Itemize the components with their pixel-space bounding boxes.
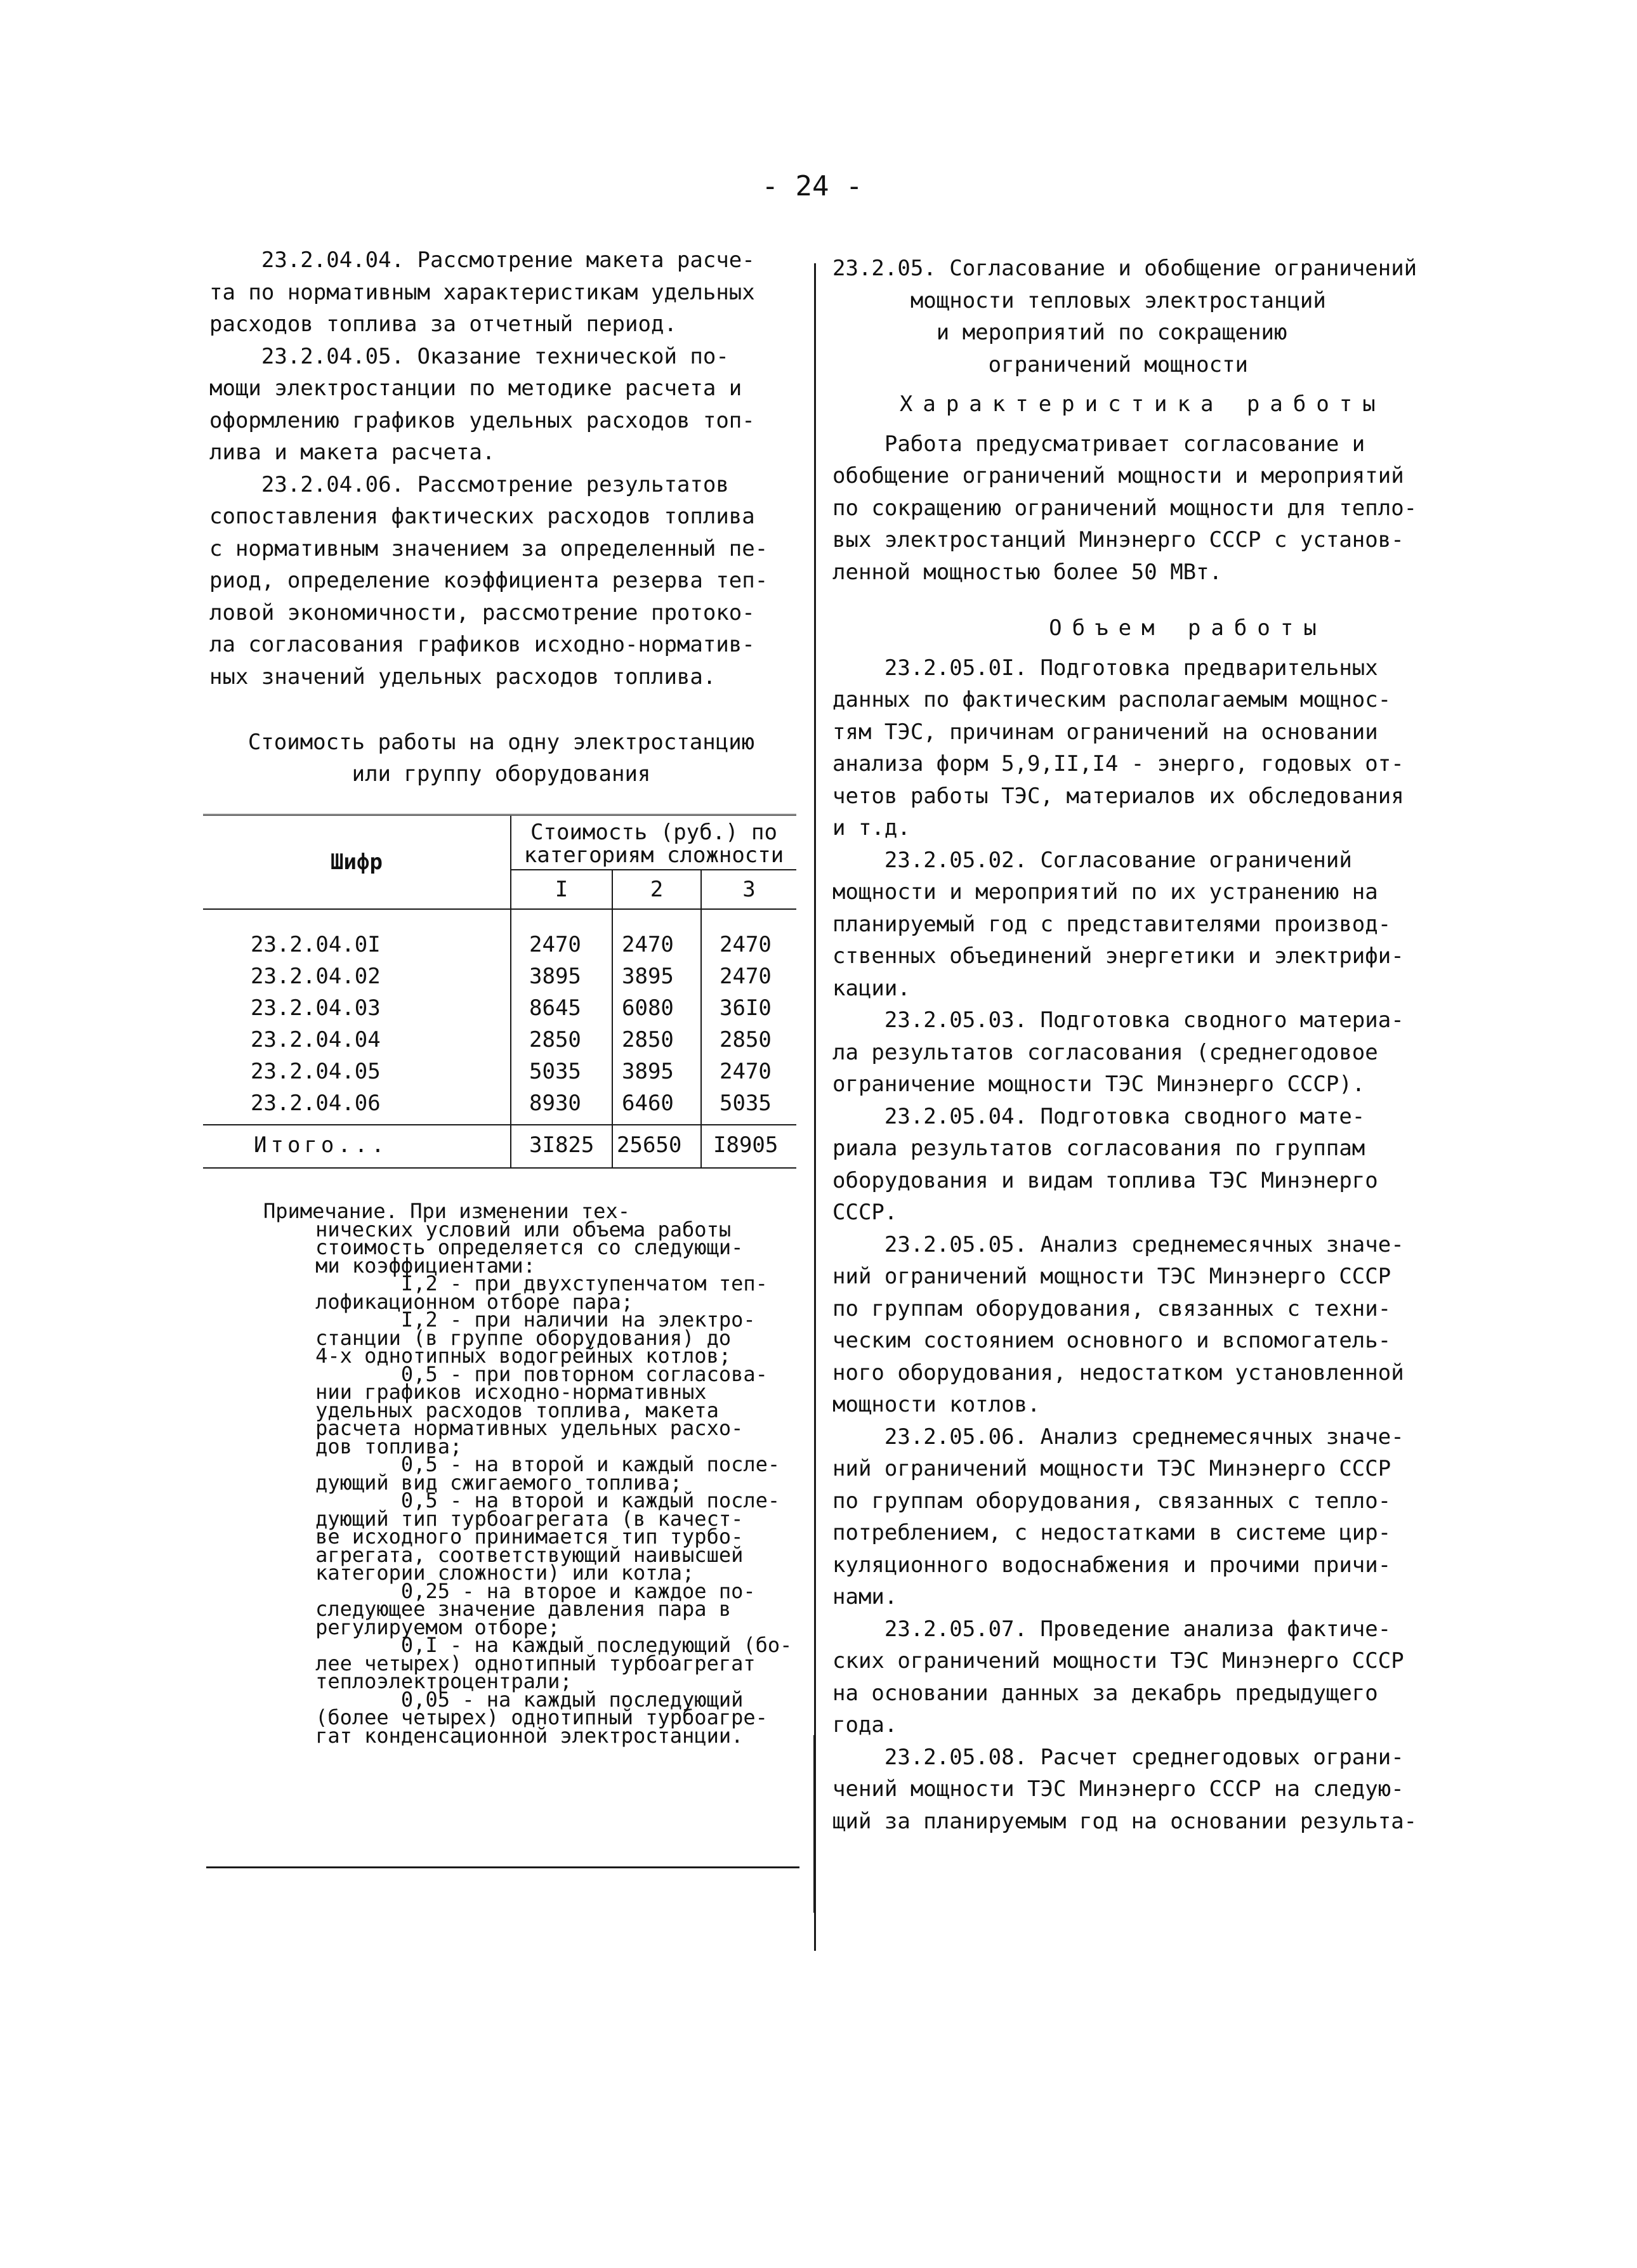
text-line: нами.: [832, 1584, 898, 1609]
text-line: тям ТЭС, причинам ограничений на основании: [832, 719, 1378, 745]
text-line: по группам оборудования, связанных с тепло-: [832, 1488, 1391, 1514]
text-line: мощности котлов.: [832, 1392, 1041, 1417]
cost-header-line: Стоимость (руб.) по: [530, 820, 777, 845]
category-1-header: I: [511, 870, 612, 909]
note-line: следующее значение давления пара в: [266, 1597, 732, 1621]
table-note: [263, 1199, 803, 1748]
text-line: куляционного водоснабжения и прочими причи-: [832, 1552, 1391, 1578]
text-line: 23.2.05.04. Подготовка сводного мате-: [832, 1103, 1365, 1129]
subheading-characteristics: Характеристика работы: [807, 391, 1386, 417]
cost-table: [203, 814, 796, 1169]
row-code: 23.2.04.05: [203, 1056, 511, 1087]
note-line: I,2 - при двухступенчатом теп-: [266, 1271, 768, 1295]
total-cost-1: 3I825: [511, 1125, 612, 1168]
section-title-line: и мероприятий по сокращению: [832, 320, 1287, 345]
text-line: щий за планируемым год на основании результа-: [832, 1808, 1417, 1834]
note-line: дующий вид сжигаемого топлива;: [266, 1470, 683, 1495]
page-number: - 24 -: [761, 170, 863, 202]
text-line: оборудования и видам топлива ТЭС Минэнерго: [832, 1167, 1378, 1193]
note-line: 0,25 - на второе и каждое по-: [266, 1578, 756, 1603]
spacer: [832, 588, 1438, 612]
text-line: ловой экономичности, рассмотрение протоко-: [209, 600, 755, 626]
text-line: анализа форм 5,9,II,I4 - энерго, годовых от-: [832, 751, 1404, 777]
text-line: риод, определение коэффициента резерва теп-: [209, 568, 768, 593]
note-line: расчета нормативных удельных расхо-: [266, 1416, 744, 1440]
text-line: ленной мощностью более 50 МВт.: [832, 559, 1223, 585]
row-cost-2: 3895: [612, 1056, 701, 1087]
spacer: [832, 421, 1438, 428]
text-line: лива и макета расчета.: [209, 440, 496, 465]
text-line: ного оборудования, недостатком установленной: [832, 1360, 1404, 1386]
table-row: [203, 1024, 796, 1056]
code-header: Шифр: [203, 815, 511, 910]
row-cost-3: 2470: [720, 964, 772, 989]
text-line: та по нормативным характеристикам удельных: [209, 279, 755, 305]
text-line: четов работы ТЭС, материалов их обследования: [832, 783, 1404, 809]
note-line: гат конденсационной электростанции.: [266, 1723, 744, 1748]
spacer: [832, 645, 1438, 652]
column-divider: [814, 263, 816, 1951]
note-line: 0,5 - на второй и каждый после-: [266, 1452, 780, 1476]
text-line: Работа предусматривает согласование и: [832, 431, 1365, 457]
text-line: кации.: [832, 975, 911, 1001]
note-line: нии графиков исходно-нормативных: [266, 1380, 707, 1404]
row-cost-3: 2470: [720, 1059, 772, 1084]
category-2-header: 2: [612, 870, 701, 909]
note-line: (более четырех) однотипный турбоагре-: [266, 1705, 768, 1729]
text-line: 23.2.04.04. Рассмотрение макета расче-: [209, 247, 755, 273]
note-line: удельных расходов топлива, макета: [266, 1398, 719, 1422]
text-line: сопоставления фактических расходов топлива: [209, 504, 755, 529]
note-line: 0,5 - на второй и каждый после-: [266, 1488, 780, 1512]
text-line: мощности и мероприятий по их устранению на: [832, 879, 1378, 905]
text-line: ний ограничений мощности ТЭС Минэнерго СССР: [832, 1456, 1391, 1481]
row-cost-3: 36I0: [720, 995, 772, 1021]
note-line: нических условий или объема работы: [266, 1217, 732, 1242]
text-line: мощи электростанции по методике расчета и: [209, 376, 742, 401]
row-cost-3: 2850: [720, 1027, 772, 1052]
text-line: риала результатов согласования по группам: [832, 1136, 1365, 1161]
text-line: потреблением, с недостатками в системе цир-: [832, 1520, 1391, 1545]
note-line: ми коэффициентами:: [266, 1253, 536, 1278]
total-cost-2: 25650: [612, 1125, 701, 1168]
text-line: 23.2.04.05. Оказание технической по-: [209, 343, 729, 369]
section-title-line: ограничений мощности: [832, 351, 1249, 377]
cost-header: [511, 815, 796, 870]
note-line: станции (в группе оборудования) до: [266, 1325, 732, 1350]
table-total-row: [203, 1125, 796, 1168]
row-code: 23.2.04.0I: [203, 909, 511, 960]
text-line: 23.2.05.0I. Подготовка предварительных: [832, 655, 1378, 681]
text-line: 23.2.05.06. Анализ среднемесячных значе-: [832, 1424, 1404, 1450]
text-line: ных значений удельных расходов топлива.: [209, 664, 716, 690]
caption-line: или группу оборудования: [352, 761, 651, 787]
note-heading: Примечание. При изменении тех-: [263, 1199, 630, 1223]
text-line: оформлению графиков удельных расходов топ-: [209, 407, 755, 433]
table-row: [203, 960, 796, 992]
note-line: ве исходного принимается тип турбо-: [266, 1524, 744, 1549]
text-line: чений мощности ТЭС Минэнерго СССР на следую-: [832, 1776, 1404, 1802]
text-line: обобщение ограничений мощности и мероприятий: [832, 463, 1404, 488]
note-line: дующий тип турбоагрегата (в качест-: [266, 1506, 744, 1531]
row-code: 23.2.04.03: [203, 992, 511, 1024]
category-3-header: 3: [742, 877, 756, 902]
text-line: расходов топлива за отчетный период.: [209, 311, 677, 337]
row-code: 23.2.04.04: [203, 1024, 511, 1056]
bottom-rule: [206, 1866, 799, 1868]
text-line: ских ограничений мощности ТЭС Минэнерго СССР: [832, 1648, 1404, 1674]
total-label: Итого...: [203, 1125, 511, 1168]
text-line: года.: [832, 1712, 898, 1738]
note-line: 4-х однотипных водогрейных котлов;: [266, 1344, 732, 1368]
row-cost-1: 2470: [511, 909, 612, 960]
text-line: 23.2.05.08. Расчет среднегодовых ограни-: [832, 1744, 1404, 1770]
table-row: [203, 909, 796, 960]
row-code: 23.2.04.02: [203, 960, 511, 992]
note-line: 0,5 - при повторном согласова-: [266, 1361, 768, 1386]
note-line: агрегата, соответствующий наивысшей: [266, 1542, 744, 1567]
note-line: 0,05 - на каждый последующий: [266, 1687, 744, 1712]
row-cost-2: 2470: [612, 909, 701, 960]
left-column-text: [209, 244, 793, 693]
text-line: данных по фактическим располагаемым мощнос-: [832, 687, 1391, 712]
note-line: дов топлива;: [266, 1434, 463, 1458]
text-line: ограничение мощности ТЭС Минэнерго СССР).: [832, 1072, 1365, 1097]
row-cost-2: 2850: [612, 1024, 701, 1056]
row-cost-2: 6460: [612, 1087, 701, 1125]
text-line: ла результатов согласования (среднегодовое: [832, 1039, 1378, 1065]
text-line: 23.2.05.03. Подготовка сводного материа-: [832, 1007, 1404, 1033]
text-line: 23.2.05.05. Анализ среднемесячных значе-: [832, 1231, 1404, 1257]
table-row: [203, 1087, 796, 1125]
text-line: 23.2.04.06. Рассмотрение результатов: [209, 471, 729, 497]
text-line: 23.2.05.07. Проведение анализа фактиче-: [832, 1616, 1391, 1642]
right-column-text: [794, 252, 1438, 1837]
table-row: [203, 1056, 796, 1087]
note-line: 0,I - на каждый последующий (бо-: [266, 1633, 792, 1657]
text-line: по группам оборудования, связанных с техни-: [832, 1295, 1391, 1321]
note-line: регулируемом отборе;: [266, 1615, 560, 1639]
text-line: вых электростанций Минэнерго СССР с установ-: [832, 527, 1404, 553]
note-line: стоимость определяется со следующи-: [266, 1235, 744, 1259]
row-cost-2: 6080: [612, 992, 701, 1024]
text-line: с нормативным значением за определенный пе-: [209, 535, 768, 561]
note-line: теплоэлектроцентрали;: [266, 1669, 572, 1693]
section-title-line: мощности тепловых электростанций: [832, 287, 1326, 313]
note-line: лее четырех) однотипный турбоагрегат: [266, 1651, 756, 1675]
row-cost-1: 8930: [511, 1087, 612, 1125]
row-cost-1: 8645: [511, 992, 612, 1024]
text-line: ственных объединений энергетики и электрифи-: [832, 943, 1404, 969]
subheading-scope: Объем работы: [794, 615, 1327, 641]
text-line: ла согласования графиков исходно-норматив-: [209, 632, 755, 657]
text-line: ческим состоянием основного и вспомогатель-: [832, 1328, 1391, 1353]
caption-line: Стоимость работы на одну электростанцию: [247, 730, 755, 755]
total-cost-3: I8905: [713, 1132, 779, 1158]
row-cost-2: 3895: [612, 960, 701, 992]
text-line: по сокращению ограничений мощности для тепло-: [832, 495, 1417, 521]
table-row: [203, 992, 796, 1024]
table-caption: [209, 726, 793, 790]
text-line: на основании данных за декабрь предыдущего: [832, 1680, 1378, 1706]
section-title-line: 23.2.05. Согласование и обобщение ограничений: [832, 256, 1417, 281]
row-cost-1: 2850: [511, 1024, 612, 1056]
text-line: СССР.: [832, 1200, 898, 1225]
row-cost-1: 5035: [511, 1056, 612, 1087]
row-cost-1: 3895: [511, 960, 612, 992]
row-cost-3: 5035: [720, 1091, 772, 1116]
note-line: I,2 - при наличии на электро-: [266, 1308, 756, 1332]
text-line: 23.2.05.02. Согласование ограничений: [832, 847, 1352, 873]
text-line: и т.д.: [832, 815, 911, 841]
cost-header-line: категориям сложности: [523, 842, 784, 868]
spacer: [832, 381, 1438, 388]
note-line: категории сложности) или котла;: [266, 1561, 695, 1585]
text-line: ний ограничений мощности ТЭС Минэнерго СССР: [832, 1264, 1391, 1289]
row-code: 23.2.04.06: [203, 1087, 511, 1125]
row-cost-3: 2470: [720, 932, 772, 957]
note-line: лофикационном отборе пара;: [266, 1289, 633, 1314]
text-line: планируемый год с представителями производ-: [832, 911, 1391, 937]
